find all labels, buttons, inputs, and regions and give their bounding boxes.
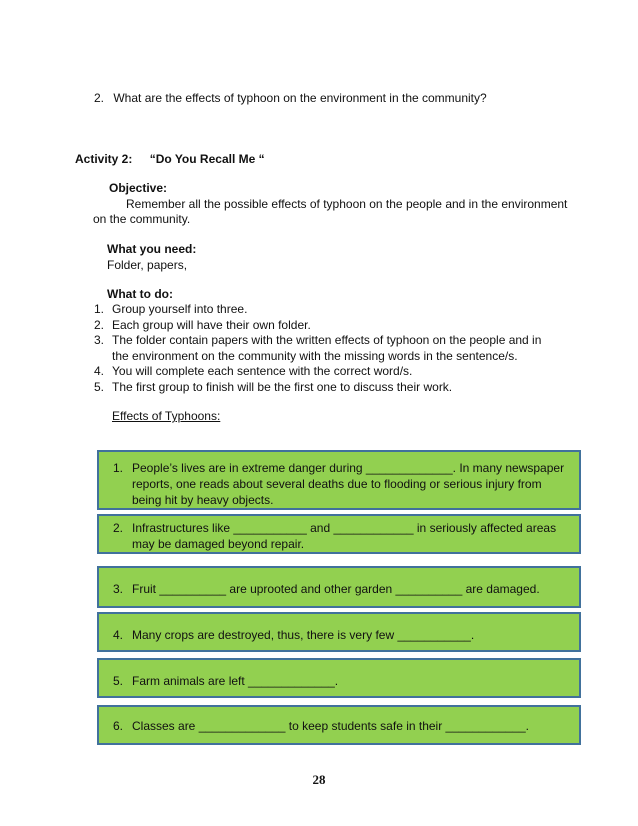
- effect-text: Infrastructures like ___________ and ____________ in seriously affected areas may be damaged beyond repair.: [132, 521, 557, 551]
- question-number: 2.: [94, 91, 105, 105]
- question-2: [94, 91, 487, 105]
- effect-text: Farm animals are left _____________.: [132, 674, 339, 688]
- effect-text: People’s lives are in extreme danger during _____________. In many newspaper reports, one reads about several deaths due to flooding or serious injury from being hit by heavy objects.: [132, 461, 565, 507]
- effect-number: 5.: [113, 674, 124, 688]
- effect-box-5: [97, 658, 581, 698]
- question-text: What are the effects of typhoon on the environment in the community?: [113, 91, 487, 105]
- effect-text: Classes are _____________ to keep students safe in their ____________.: [132, 719, 529, 733]
- effect-number: 6.: [113, 719, 124, 733]
- list-item: 3. The folder contain papers with the written effects of typhoon on the people and in the environment on the community with the missing words in the sentence/s.: [94, 333, 542, 363]
- effect-number: 4.: [113, 628, 124, 642]
- effect-number: 3.: [113, 582, 124, 596]
- list-item: 5. The first group to finish will be the first one to discuss their work.: [94, 379, 453, 394]
- effect-text: Many crops are destroyed, thus, there is very few ___________.: [132, 628, 475, 642]
- need-heading: What you need:: [107, 242, 197, 256]
- effect-box-3: [97, 566, 581, 608]
- list-item: 2. Each group will have their own folder.: [94, 317, 311, 332]
- effect-number: 2.: [113, 521, 124, 535]
- objective-heading: Objective:: [109, 181, 168, 195]
- effect-box-2: [97, 514, 581, 554]
- effects-heading: Effects of Typhoons:: [112, 409, 221, 423]
- activity-label: Activity 2:: [75, 152, 133, 166]
- page-number: 28: [312, 772, 326, 787]
- effect-number: 1.: [113, 461, 124, 475]
- todo-list: [94, 302, 544, 395]
- effect-box-6: [97, 705, 581, 745]
- effect-text: Fruit __________ are uprooted and other garden __________ are damaged.: [132, 582, 540, 596]
- activity-heading: [75, 152, 265, 166]
- need-text: Folder, papers,: [107, 258, 188, 272]
- effect-box-1: [97, 450, 581, 510]
- objective-line-1: Remember all the possible effects of typhoon on the people and in the environment: [126, 197, 568, 211]
- effect-box-4: [97, 612, 581, 652]
- activity-title: “Do You Recall Me “: [149, 152, 265, 166]
- list-item: 4. You will complete each sentence with the correct word/s.: [94, 364, 413, 378]
- objective-line-2: on the community.: [93, 212, 191, 226]
- list-item: 1. Group yourself into three.: [94, 302, 248, 316]
- todo-heading: What to do:: [107, 287, 173, 301]
